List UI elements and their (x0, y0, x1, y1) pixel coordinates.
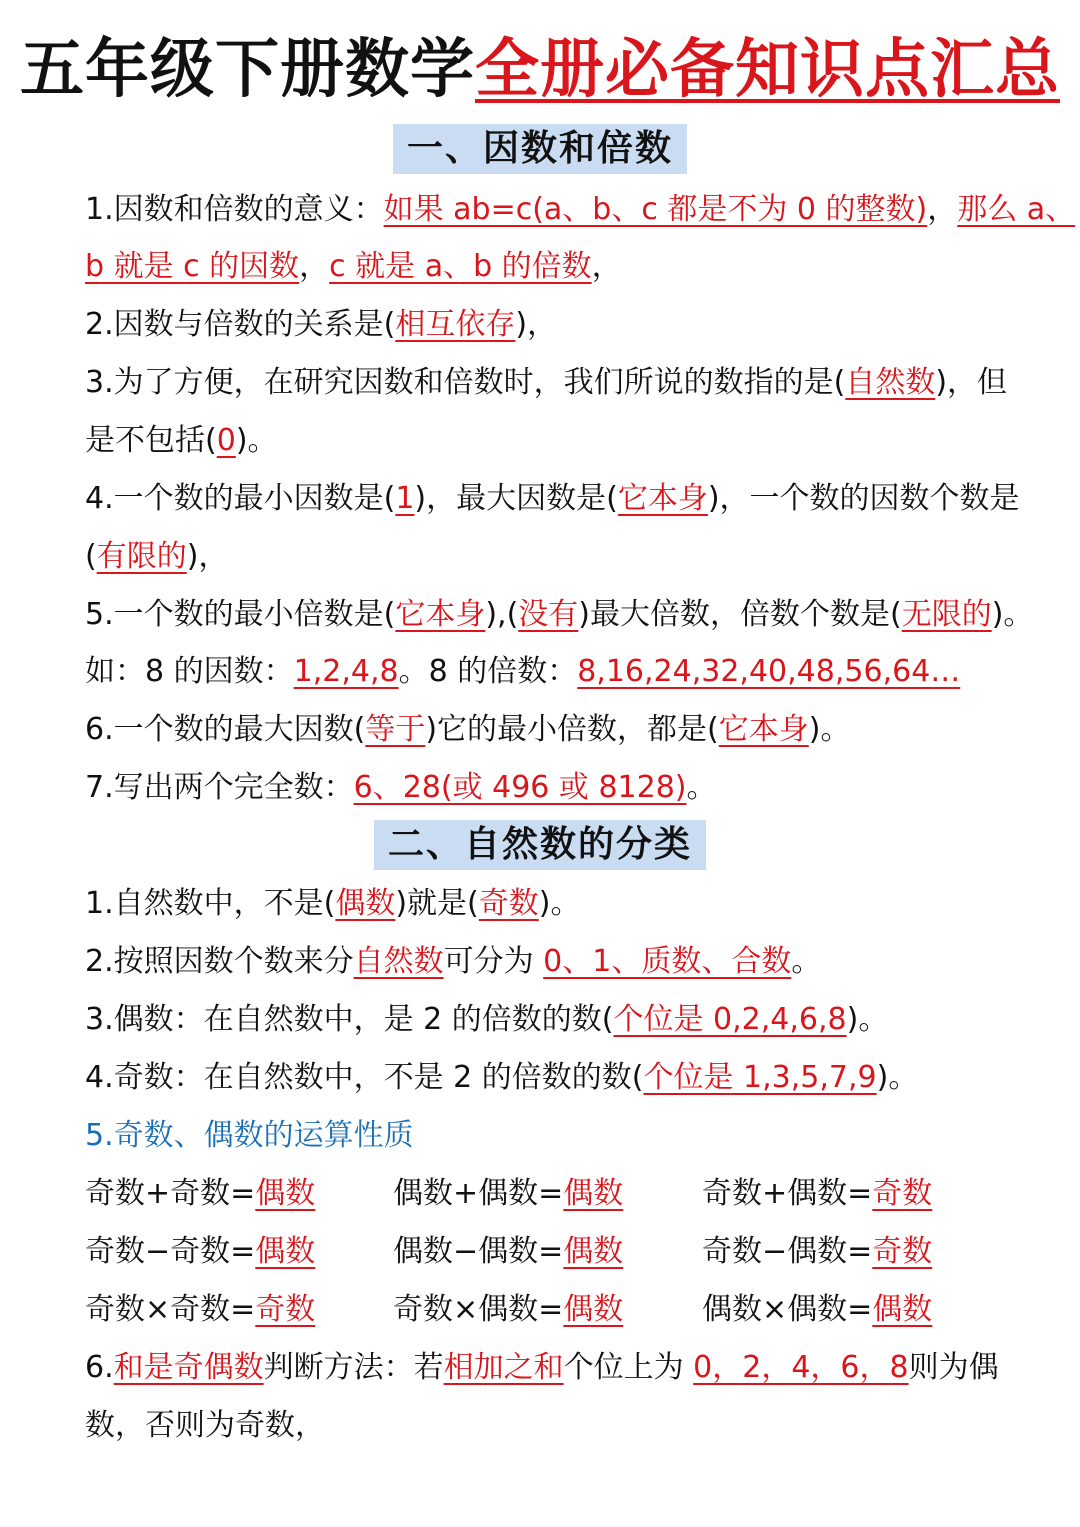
rule-r1-c3: 奇数+偶数=奇数 (702, 1176, 933, 1211)
rule-r1-c2: 偶数+偶数=偶数 (393, 1176, 624, 1211)
title-red: 全册必备知识点汇总 (475, 33, 1060, 107)
s2-item3: 3.偶数：在自然数中，是 2 的倍数的数(个位是 0,2,4,6,8)。 (85, 1002, 889, 1037)
rule-r3-c1: 奇数×奇数=奇数 (85, 1292, 316, 1327)
s1-item5: 5.一个数的最小倍数是(它本身),(没有)最大倍数，倍数个数是(无限的)。 (85, 597, 1034, 632)
section2-heading: 二、自然数的分类 (0, 820, 1080, 870)
rule-r2-c3: 奇数−偶数=奇数 (702, 1234, 933, 1269)
rule-r2-c2: 偶数−偶数=偶数 (393, 1234, 624, 1269)
s1-item3-line2: 是不包括(0)。 (85, 423, 278, 458)
rule-r1-c1: 奇数+奇数=偶数 (85, 1176, 316, 1211)
section1-heading: 一、因数和倍数 (0, 124, 1080, 174)
page-title (0, 28, 1080, 112)
s1-item4-line1: 4.一个数的最小因数是(1)，最大因数是(它本身)，一个数的因数个数是 (85, 481, 1020, 516)
s2-item4: 4.奇数：在自然数中，不是 2 的倍数的数(个位是 1,3,5,7,9)。 (85, 1060, 919, 1095)
s1-item6: 6.一个数的最大因数(等于)它的最小倍数，都是(它本身)。 (85, 712, 851, 747)
s2-item2: 2.按照因数个数来分自然数可分为 0、1、质数、合数。 (85, 944, 822, 979)
rule-r3-c2: 奇数×偶数=偶数 (393, 1292, 624, 1327)
rule-r3-c3: 偶数×偶数=偶数 (702, 1292, 933, 1327)
s2-item1: 1.自然数中，不是(偶数)就是(奇数)。 (85, 886, 581, 921)
s2-item6-line1: 6.和是奇偶数判断方法：若相加之和个位上为 0，2，4，6，8则为偶 (85, 1350, 999, 1385)
title-black: 五年级下册数学 (20, 33, 475, 107)
s1-item2: 2.因数与倍数的关系是(相互依存)， (85, 307, 558, 342)
s2-item6-line2: 数，否则为奇数， (85, 1408, 325, 1443)
s1-item7: 7.写出两个完全数：6、28(或 496 或 8128)。 (85, 770, 717, 805)
s1-example: 如：8 的因数：1,2,4,8。8 的倍数：8,16,24,32,40,48,56,64… (85, 654, 961, 689)
rule-r2-c1: 奇数−奇数=偶数 (85, 1234, 316, 1269)
s1-item4-line2: (有限的)， (85, 539, 229, 574)
s1-item1-line1: 1.因数和倍数的意义：如果 ab=c(a、b、c 都是不为 0 的整数)，那么 a、 (85, 192, 1076, 227)
s2-item5-heading: 5.奇数、偶数的运算性质 (85, 1118, 414, 1153)
s1-item3-line1: 3.为了方便，在研究因数和倍数时，我们所说的数指的是(自然数)，但 (85, 365, 1008, 400)
s1-item1-line2: b 就是 c 的因数，c 就是 a、b 的倍数， (85, 249, 622, 284)
